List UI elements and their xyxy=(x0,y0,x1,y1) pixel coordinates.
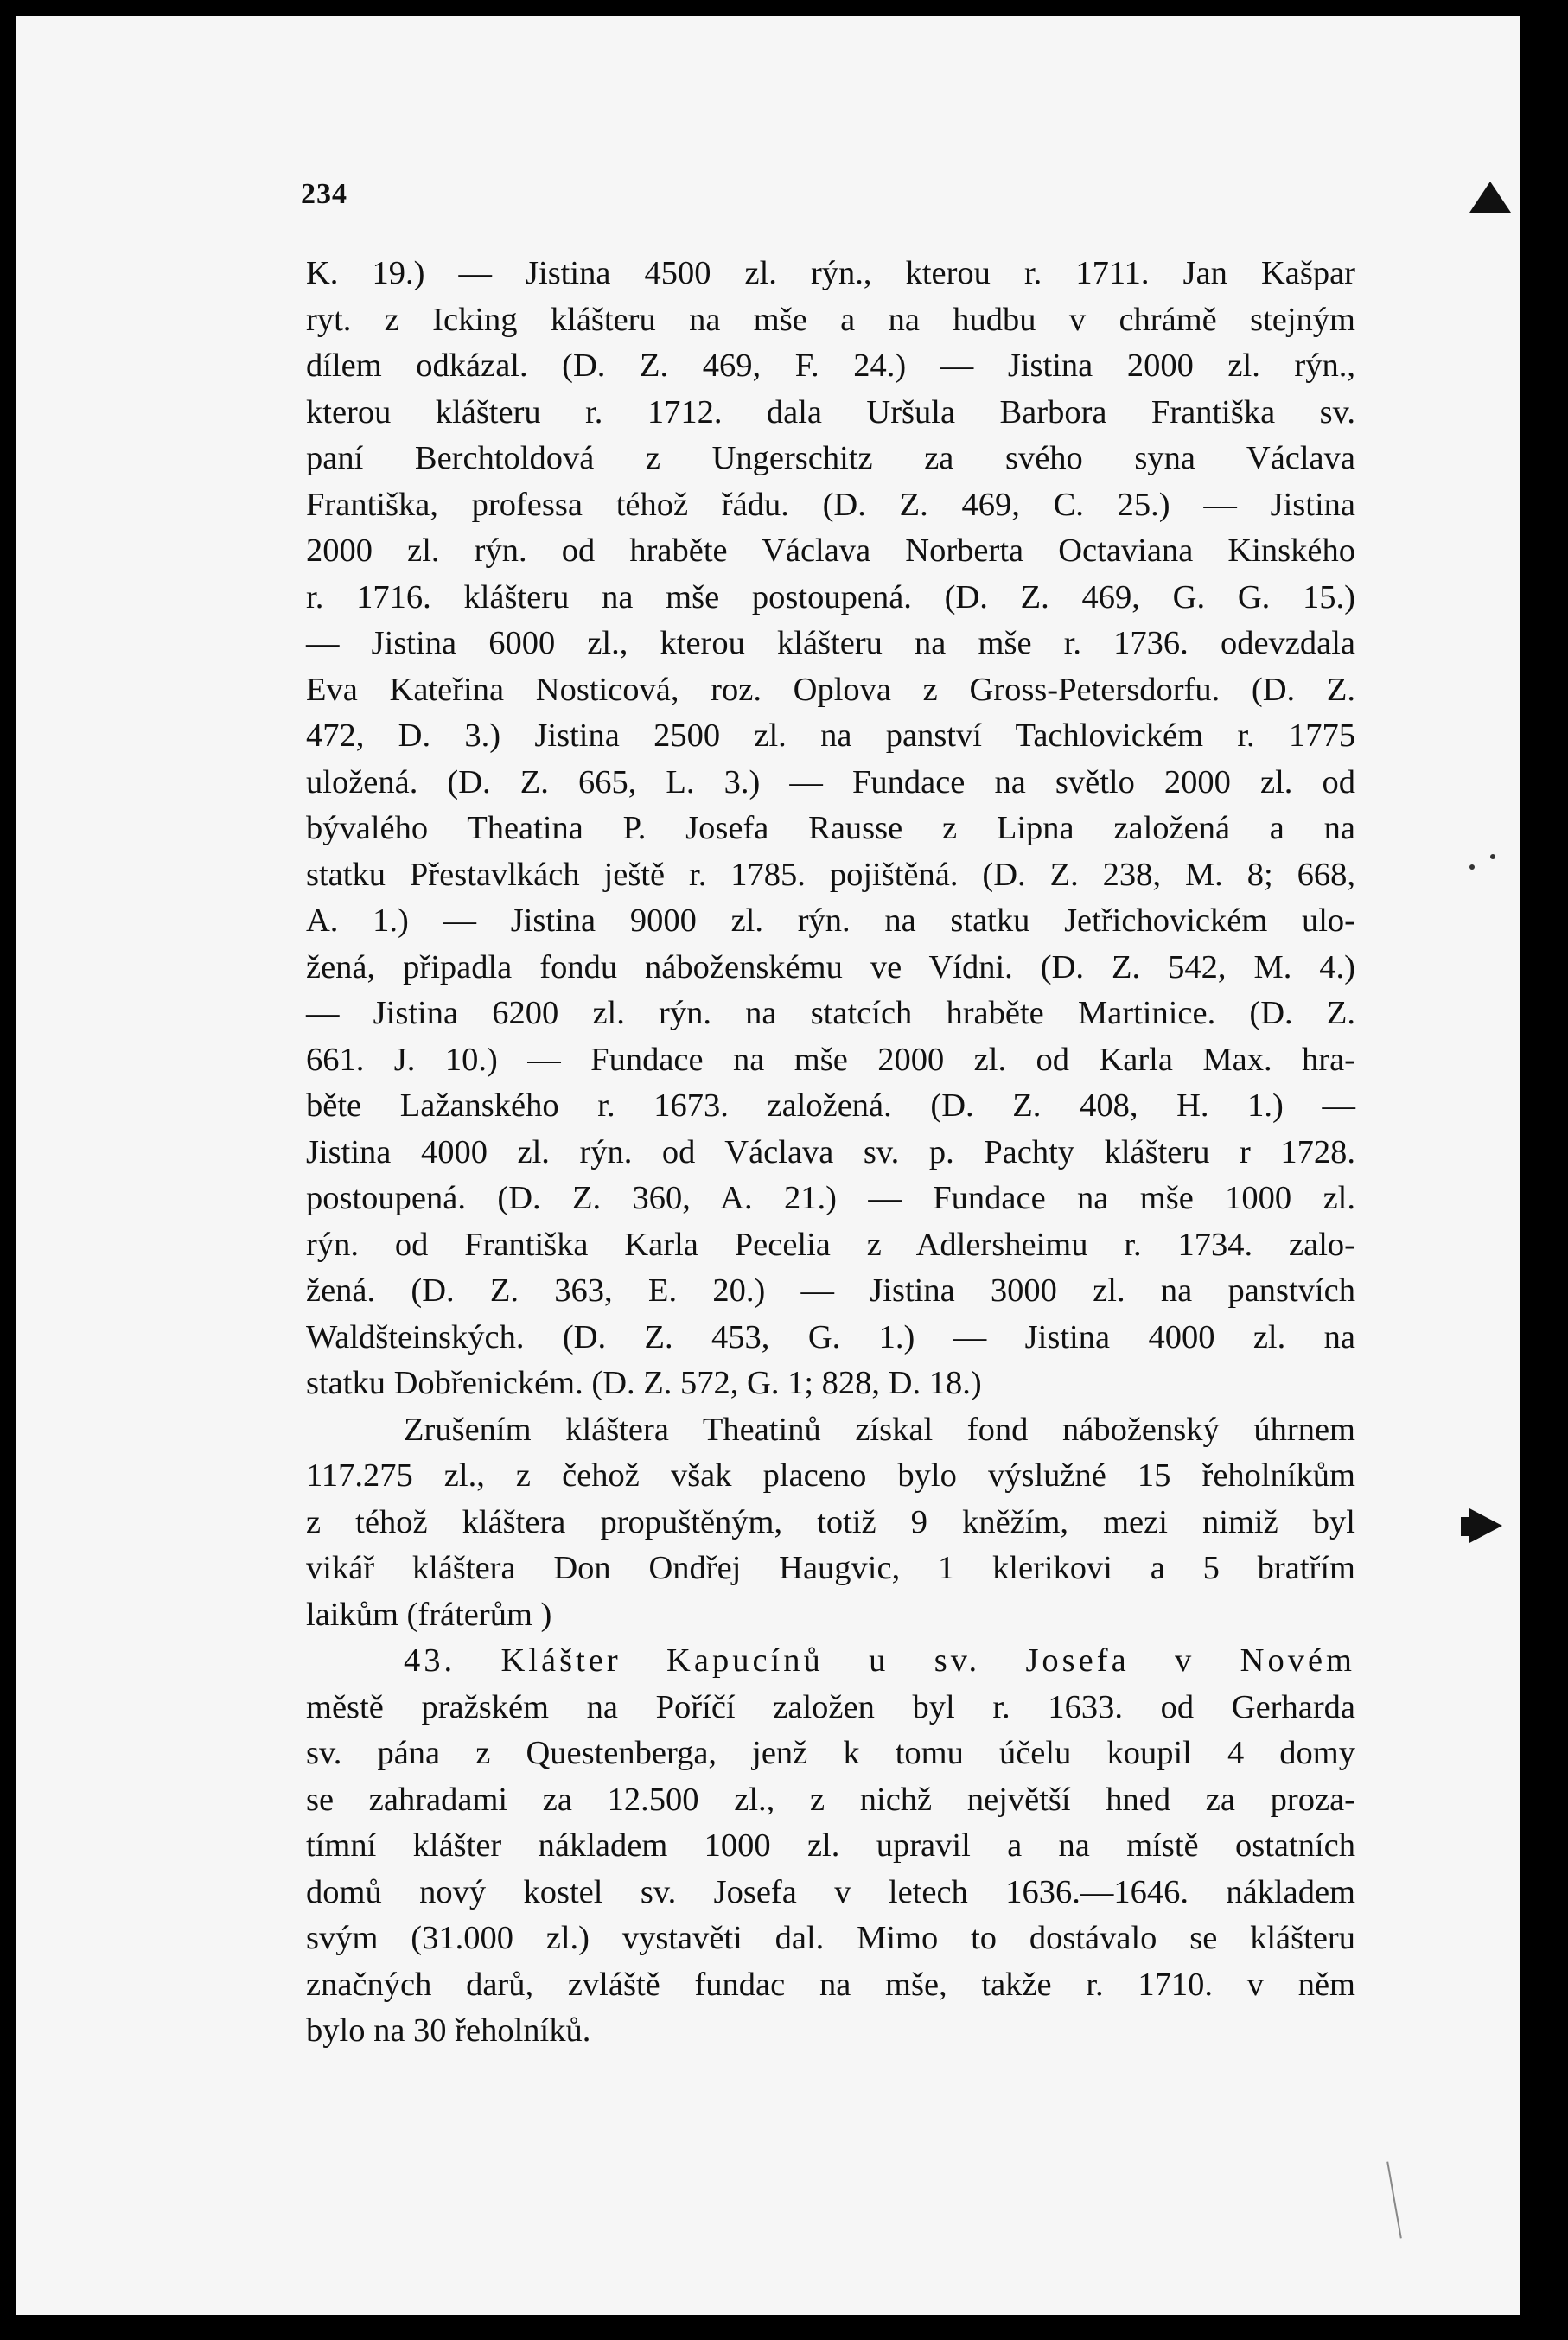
scan-marker-right-icon xyxy=(1469,1508,1502,1543)
text-line: bývalého Theatina P. Josefa Rausse z Lipna založená a na xyxy=(306,810,1355,846)
text-line: Eva Kateřina Nosticová, roz. Oplova z Gross-Petersdorfu. (D. Z. xyxy=(306,671,1355,708)
text-line: rýn. od Františka Karla Pecelia z Adlersheimu r. 1734. zalo- xyxy=(306,1226,1355,1263)
text-line: Waldšteinských. (D. Z. 453, G. 1.) — Jistina 4000 zl. na xyxy=(306,1318,1355,1355)
text-line: žená. (D. Z. 363, E. 20.) — Jistina 3000 zl. na panstvích xyxy=(306,1272,1355,1309)
text-line: statku Dobřenickém. (D. Z. 572, G. 1; 828, D. 18.) xyxy=(306,1365,982,1401)
text-line: A. 1.) — Jistina 9000 zl. rýn. na statku Jetřichovickém ulo- xyxy=(306,902,1355,939)
text-line: statku Přestavlkách ještě r. 1785. pojištěná. (D. Z. 238, M. 8; 668, xyxy=(306,856,1355,893)
text-line: sv. pána z Questenberga, jenž k tomu účelu koupil 4 domy xyxy=(306,1735,1355,1771)
text-line: žená, připadla fondu náboženskému ve Vídni. (D. Z. 542, M. 4.) xyxy=(306,948,1355,985)
scan-speck xyxy=(1490,854,1495,859)
text-line: 117.275 zl., z čehož však placeno bylo výslužné 15 řeholníkům xyxy=(306,1457,1355,1494)
text-line: Jistina 4000 zl. rýn. od Václava sv. p. Pachty klášteru r 1728. xyxy=(306,1133,1355,1170)
text-line: městě pražském na Poříčí založen byl r. 1633. od Gerharda xyxy=(306,1688,1355,1725)
text-line: 661. J. 10.) — Fundace na mše 2000 zl. od Karla Max. hra- xyxy=(306,1041,1355,1078)
text-line: r. 1716. klášteru na mše postoupená. (D. Z. 469, G. G. 15.) xyxy=(306,578,1355,615)
text-line: vikář kláštera Don Ondřej Haugvic, 1 klerikovi a 5 bratřím xyxy=(306,1550,1355,1586)
text-line: 472, D. 3.) Jistina 2500 zl. na panství Tachlovickém r. 1775 xyxy=(306,717,1355,754)
text-line: dílem odkázal. (D. Z. 469, F. 24.) — Jistina 2000 zl. rýn., xyxy=(306,347,1355,384)
text-line: z téhož kláštera propuštěným, totiž 9 kněžím, mezi nimiž byl xyxy=(306,1503,1355,1540)
page-number: 234 xyxy=(301,178,347,210)
text-line: bylo na 30 řeholníků. xyxy=(306,2012,591,2049)
text-line: svým (31.000 zl.) vystavěti dal. Mimo to dostávalo se klášteru xyxy=(306,1920,1355,1956)
text-line: kterou klášteru r. 1712. dala Uršula Barbora Františka sv. xyxy=(306,393,1355,430)
body-text xyxy=(306,251,1355,2055)
text-line: tímní klášter nákladem 1000 zl. upravil a na místě ostatních xyxy=(306,1827,1355,1864)
section-heading-line: 43. Klášter Kapucínů u sv. Josefa v Novém xyxy=(404,1642,1355,1679)
text-line: značných darů, zvláště fundac na mše, takže r. 1710. v něm xyxy=(306,1966,1355,2003)
scan-edge xyxy=(1532,0,1568,2340)
text-line: laikům (fráterům ) xyxy=(306,1596,552,1633)
text-line: Františka, professa téhož řádu. (D. Z. 469, C. 25.) — Jistina xyxy=(306,486,1355,523)
paragraph-start-line: Zrušením kláštera Theatinů získal fond náboženský úhrnem xyxy=(404,1411,1355,1448)
text-line: ryt. z Icking klášteru na mše a na hudbu v chrámě stejným xyxy=(306,301,1355,338)
text-line: — Jistina 6200 zl. rýn. na statcích hraběte Martinice. (D. Z. xyxy=(306,995,1355,1031)
text-line: uložená. (D. Z. 665, L. 3.) — Fundace na světlo 2000 zl. od xyxy=(306,763,1355,800)
text-line: 2000 zl. rýn. od hraběte Václava Norberta Octaviana Kinského xyxy=(306,532,1355,569)
text-line: domů nový kostel sv. Josefa v letech 1636.—1646. nákladem xyxy=(306,1873,1355,1910)
text-line: běte Lažanského r. 1673. založená. (D. Z. 408, H. 1.) — xyxy=(306,1087,1355,1124)
text-line: se zahradami za 12.500 zl., z nichž největší hned za proza- xyxy=(306,1781,1355,1818)
text-line: paní Berchtoldová z Ungerschitz za svého syna Václava xyxy=(306,440,1355,476)
text-line: — Jistina 6000 zl., kterou klášteru na mše r. 1736. odevzdala xyxy=(306,625,1355,661)
text-line: K. 19.) — Jistina 4500 zl. rýn., kterou r. 1711. Jan Kašpar xyxy=(306,255,1355,291)
text-line: postoupená. (D. Z. 360, A. 21.) — Fundace na mše 1000 zl. xyxy=(306,1180,1355,1216)
scan-marker-up-icon xyxy=(1469,182,1511,213)
scan-speck xyxy=(1469,864,1475,870)
